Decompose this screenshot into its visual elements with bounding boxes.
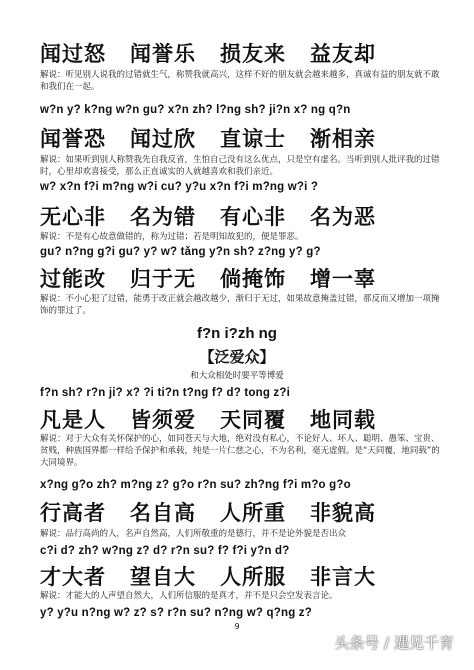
explanation-7: 解说：才能大的人声望自然大，人们所信服的是真才，并不是只会空发表言论。 bbox=[40, 591, 338, 601]
verse-phrase: 损友来 bbox=[220, 41, 286, 66]
pinyin-line-2: w?n y? k?ng w?n gu? x?n zh? l?ng sh? ji?n x? ng q?n bbox=[40, 104, 351, 116]
verse-line-7 bbox=[40, 561, 440, 591]
explanation-2: 解说：如果听到别人称赞我先自我反省，生怕自己没有这么优点，只是空有虚名。当听到别人批评我的过错时，心里却欢喜接受，那么正直诚实的人就越喜欢和我们亲近。 bbox=[40, 155, 440, 177]
verse-line-4 bbox=[40, 263, 440, 293]
verse-phrase: 地同载 bbox=[310, 407, 376, 432]
verse-phrase: 才大者 bbox=[40, 564, 106, 589]
verse-phrase: 过能改 bbox=[40, 266, 106, 291]
verse-phrase: 皆须爱 bbox=[130, 407, 196, 432]
verse-line-6 bbox=[40, 497, 440, 527]
verse-phrase: 倘掩饰 bbox=[220, 266, 286, 291]
verse-phrase: 益友却 bbox=[310, 41, 376, 66]
pinyin-line-6: x?ng g?o zh? m?ng z? g?o r?n su? zh?ng f?i m?o g?o bbox=[40, 479, 351, 491]
section-subtitle: 和大众相处时要平等博爱 bbox=[190, 371, 284, 381]
verse-phrase: 直谅士 bbox=[220, 126, 286, 151]
pinyin-line-5: f?n sh? r?n ji? x? ?i ti?n t?ng f? d? tong z?i bbox=[40, 387, 291, 399]
pinyin-line-7: c?i d? zh? w?ng z? d? r?n su? f? f?i y?n d? bbox=[40, 545, 290, 557]
explanation-5: 解说：对于大众有关怀保护的心，如同苍天与大地，绝对没有私心，不论好人、坏人、聪明、愚笨、宝贵、贫贱，种族国界都一样给予保护和承载，纯是一片仁慈之心，不为名利，毫无虚假。是“天同覆，地同载”的大同境界。 bbox=[40, 434, 440, 468]
verse-line-5 bbox=[40, 404, 440, 434]
verse-phrase: 有心非 bbox=[220, 204, 286, 229]
explanation-1: 解说：听见别人说我的过错就生气，称赞我就高兴，这样不好的朋友就会越来越多，真诚有益的朋友就不敢和我们在一起。 bbox=[40, 70, 440, 92]
verse-phrase: 望自大 bbox=[130, 564, 196, 589]
explanation-4: 解说：不小心犯了过错，能勇于改正就会越改越少，渐归于无过，如果故意掩盖过错，那反而又增加一项掩饰的罪过了。 bbox=[40, 294, 440, 316]
pinyin-line-8: y? y?u n?ng w? z? s? r?n su? n?ng w? q?ng z? bbox=[40, 607, 312, 619]
verse-phrase: 天同覆 bbox=[220, 407, 286, 432]
verse-phrase: 名为恶 bbox=[310, 204, 376, 229]
verse-phrase: 行高者 bbox=[40, 500, 106, 525]
verse-phrase: 闻誉乐 bbox=[130, 41, 196, 66]
explanation-3: 解说：不是有心故意做错的，称为过错；若是明知故犯的，便是罪恶。 bbox=[40, 232, 304, 242]
verse-phrase: 闻过怒 bbox=[40, 41, 106, 66]
section-pinyin: f?n i?zh ng bbox=[197, 325, 277, 342]
pinyin-line-4: gu? n?ng g?i gu? y? w? tǎng y?n sh? z?ng y? g? bbox=[40, 246, 321, 258]
verse-phrase: 增一辜 bbox=[310, 266, 376, 291]
pinyin-line-3: w? x?n f?i m?ng w?i cu? y?u x?n f?i m?ng w?i ? bbox=[40, 181, 319, 193]
verse-phrase: 闻过欣 bbox=[130, 126, 196, 151]
verse-phrase: 归于无 bbox=[130, 266, 196, 291]
verse-phrase: 渐相亲 bbox=[310, 126, 376, 151]
verse-phrase: 无心非 bbox=[40, 204, 106, 229]
page-number: 9 bbox=[234, 622, 240, 631]
verse-line-2 bbox=[40, 123, 440, 153]
verse-line-3 bbox=[40, 201, 440, 231]
section-title: 【泛爱众】 bbox=[199, 348, 275, 366]
verse-phrase: 闻誉恐 bbox=[40, 126, 106, 151]
verse-line-1 bbox=[40, 38, 440, 68]
verse-phrase: 名自高 bbox=[130, 500, 196, 525]
explanation-6: 解说：品行高尚的人，名声自然高，人们所敬重的是德行，并不是论外貌是否出众 bbox=[40, 529, 347, 539]
watermark: 头条号 / 遇见千育 bbox=[334, 634, 454, 652]
verse-phrase: 凡是人 bbox=[40, 407, 106, 432]
verse-phrase: 非言大 bbox=[310, 564, 376, 589]
verse-phrase: 人所重 bbox=[220, 500, 286, 525]
verse-phrase: 名为错 bbox=[130, 204, 196, 229]
verse-phrase: 人所服 bbox=[220, 564, 286, 589]
verse-phrase: 非貌高 bbox=[310, 500, 376, 525]
